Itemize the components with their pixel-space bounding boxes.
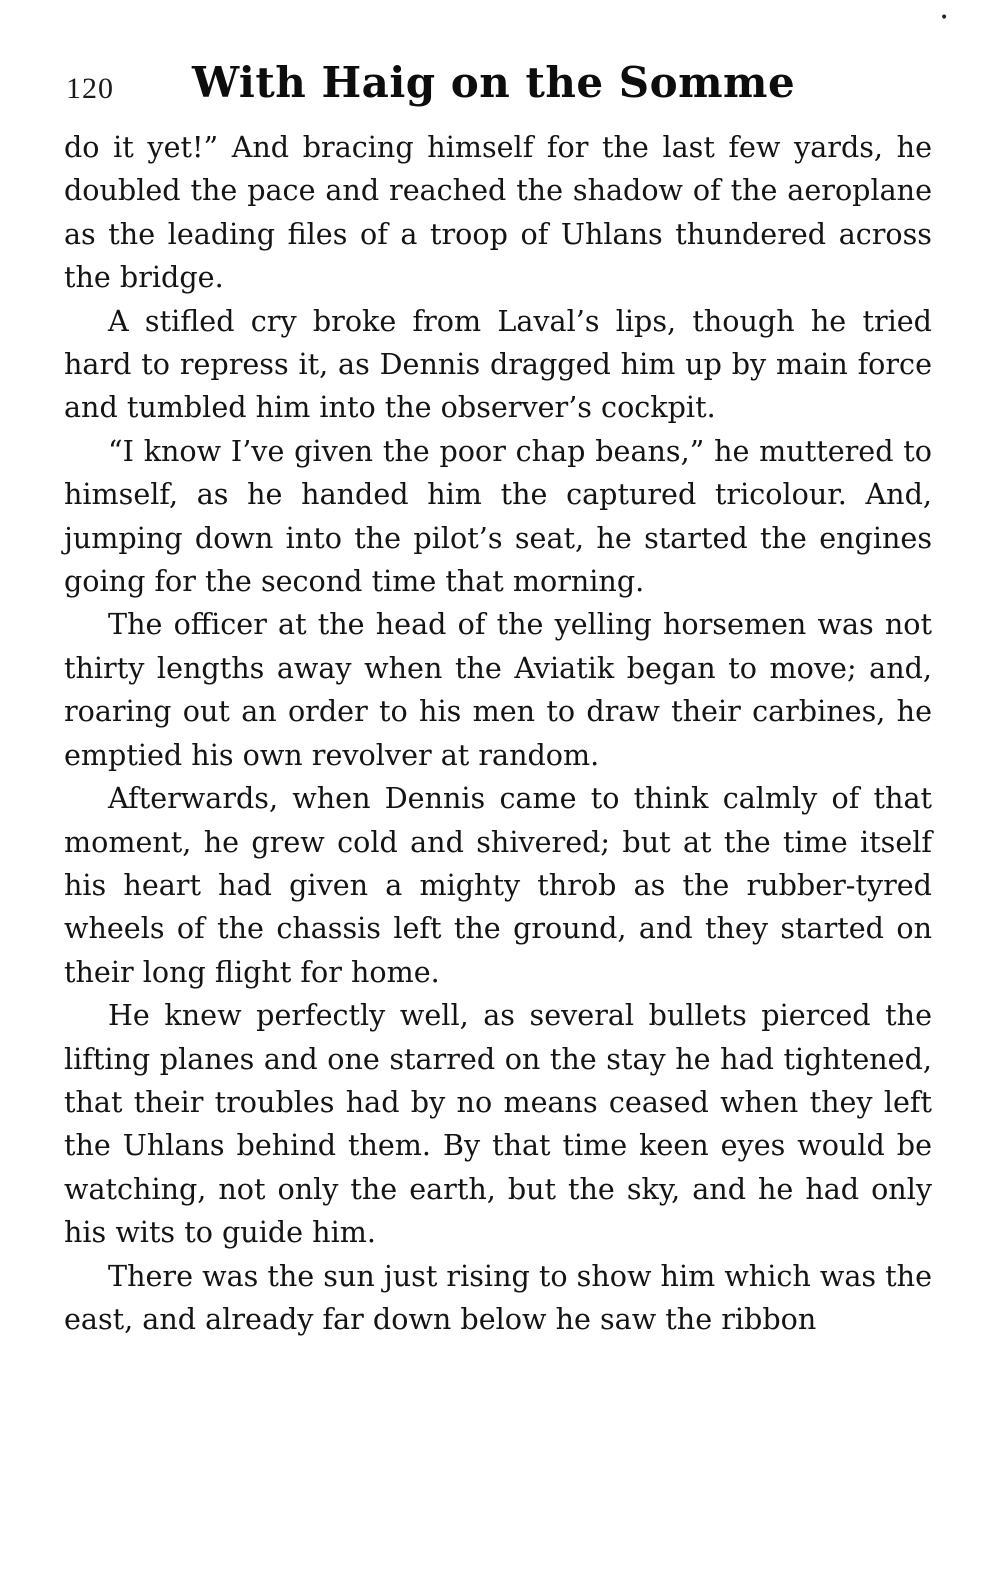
paragraph-continuation: do it yet!” And bracing himself for the last few yards, he doubled the pace and reached the shadow of the aeroplane as the leading files of a troop of Uhlans thundered across the bridge. [64, 130, 932, 295]
paragraph: The officer at the head of the yelling horsemen was not thirty lengths away when the Aviatik began to move; and, roaring out an order to his men to draw their carbines, he emptied his own revolver at random. [64, 607, 932, 772]
page-header [64, 58, 934, 118]
paragraph: He knew perfectly well, as several bullets pierced the lifting planes and one starred on the stay he had tightened, that their troubles had by no means ceased when they left the Uhlans behind them. By that time keen eyes would be watching, not only the earth, but the sky, and he had only his wits to guide him. [64, 998, 932, 1250]
paragraph: Afterwards, when Dennis came to think calmly of that moment, he grew cold and shivered; but at the time itself his heart had given a mighty throb as the rubber-tyred wheels of the chassis left the ground, and they started on their long flight for home. [64, 781, 932, 989]
body-text [64, 126, 932, 1341]
page-number: 120 [66, 72, 114, 105]
paragraph: There was the sun just rising to show him which was the east, and already far down below he saw the ribbon [64, 1258, 932, 1336]
corner-mark: • [940, 10, 949, 26]
running-title: With Haig on the Somme [192, 58, 796, 107]
paragraph: A stifled cry broke from Laval’s lips, though he tried hard to repress it, as Dennis dragged him up by main force and tumbled him into the observer’s cockpit. [64, 303, 932, 425]
paragraph: “I know I’ve given the poor chap beans,” he muttered to himself, as he handed him the captured tricolour. And, jumping down into the pilot’s seat, he started the engines going for the second time that morning. [64, 433, 932, 599]
